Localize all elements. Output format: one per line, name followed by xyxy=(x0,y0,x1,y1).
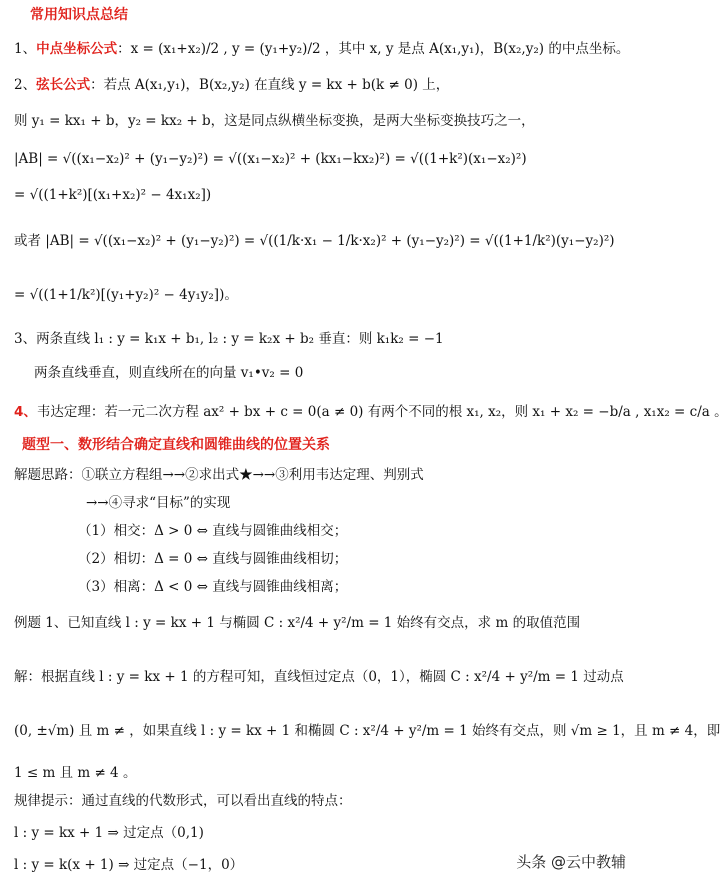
item-heading: 中点坐标公式 xyxy=(36,41,118,57)
line-solution-idea: 解题思路：①联立方程组→→②求出式★→→③利用韦达定理、判别式 xyxy=(14,467,424,483)
line-rule-hint: 规律提示：通过直线的代数形式，可以看出直线的特点： xyxy=(14,793,352,809)
line-ab-length-cont: = √((1+k²)[(x₁+x₂)² − 4x₁x₂]) xyxy=(14,187,212,203)
line-solution-1: 解：根据直线 l : y = kx + 1 的方程可知，直线恒过定点（0，1），椭圆 C : x²/4 + y²/m = 1 过动点 xyxy=(14,669,624,685)
line-rule-1: l : y = kx + 1 ⇒ 过定点（0,1) xyxy=(14,825,204,841)
line-perpendicular: 3、两条直线 l₁ : y = k₁x + b₁, l₂ : y = k₂x + b₂ 垂直：则 k₁k₂ = −1 xyxy=(14,331,444,347)
line-ab-alt-cont: = √((1+1/k²)[(y₁+y₂)² − 4y₁y₂])。 xyxy=(14,287,238,303)
line-solution-2: (0, ±√m) 且 m ≠ ，如果直线 l : y = kx + 1 和椭圆 C : x²/4 + y²/m = 1 始终有交点，则 √m ≥ 1，且 m ≠ 4，即 xyxy=(14,723,721,739)
item-number: 4、 xyxy=(14,404,37,420)
line-example-1: 例题 1、已知直线 l : y = kx + 1 与椭圆 C : x²/4 + y²/m = 1 始终有交点，求 m 的取值范围 xyxy=(14,615,581,631)
page-title: 常用知识点总结 xyxy=(30,7,128,23)
line-case-tangent: （2）相切：Δ = 0 ⇔ 直线与圆锥曲线相切； xyxy=(78,551,348,567)
line-vieta xyxy=(14,403,728,421)
watermark: 头条 @云中教辅 xyxy=(516,853,626,871)
line-perpendicular-vector: 两条直线垂直，则直线所在的向量 v₁•v₂ = 0 xyxy=(34,365,304,381)
line-solution-idea-cont: →→④寻求“目标”的实现 xyxy=(86,495,231,511)
item-heading: 弦长公式 xyxy=(36,77,91,93)
item-number: 1、 xyxy=(14,41,37,57)
section-heading: 题型一、数形结合确定直线和圆锥曲线的位置关系 xyxy=(22,437,330,453)
item-heading: 韦达定理 xyxy=(36,404,91,420)
item-number: 2、 xyxy=(14,77,37,93)
item-text: ：若点 A(x₁,y₁)，B(x₂,y₂) 在直线 y = kx + b(k ≠ 0) 上， xyxy=(90,77,450,93)
line-solution-3: 1 ≤ m 且 m ≠ 4 。 xyxy=(14,765,137,781)
line-midpoint-formula xyxy=(14,40,629,58)
line-chord-formula xyxy=(14,76,449,94)
line-rule-2: l : y = k(x + 1) ⇒ 过定点（−1，0） xyxy=(14,857,244,873)
line-ab-alt: 或者 |AB| = √((x₁−x₂)² + (y₁−y₂)²) = √((1/k·x₁ − 1/k·x₂)² + (y₁−y₂)²) = √((1+1/k²)(y₁−y₂)²) xyxy=(14,233,615,249)
item-text: ：x = (x₁+x₂)/2 , y = (y₁+y₂)/2 ，其中 x, y 是点 A(x₁,y₁)，B(x₂,y₂) 的中点坐标。 xyxy=(117,41,630,57)
line-case-separate: （3）相离：Δ < 0 ⇔ 直线与圆锥曲线相离； xyxy=(78,579,348,595)
line-case-intersect: （1）相交：Δ > 0 ⇔ 直线与圆锥曲线相交； xyxy=(78,523,348,539)
item-text: ：若一元二次方程 ax² + bx + c = 0(a ≠ 0) 有两个不同的根 x₁, x₂，则 x₁ + x₂ = −b/a , x₁x₂ = c/a 。 xyxy=(90,404,728,420)
line-ab-length: |AB| = √((x₁−x₂)² + (y₁−y₂)²) = √((x₁−x₂)² + (kx₁−kx₂)²) = √((1+k²)(x₁−x₂)²) xyxy=(14,151,527,167)
line-coordinate-transform: 则 y₁ = kx₁ + b，y₂ = kx₂ + b，这是同点纵横坐标变换，是两大坐标变换技巧之一， xyxy=(14,113,535,129)
